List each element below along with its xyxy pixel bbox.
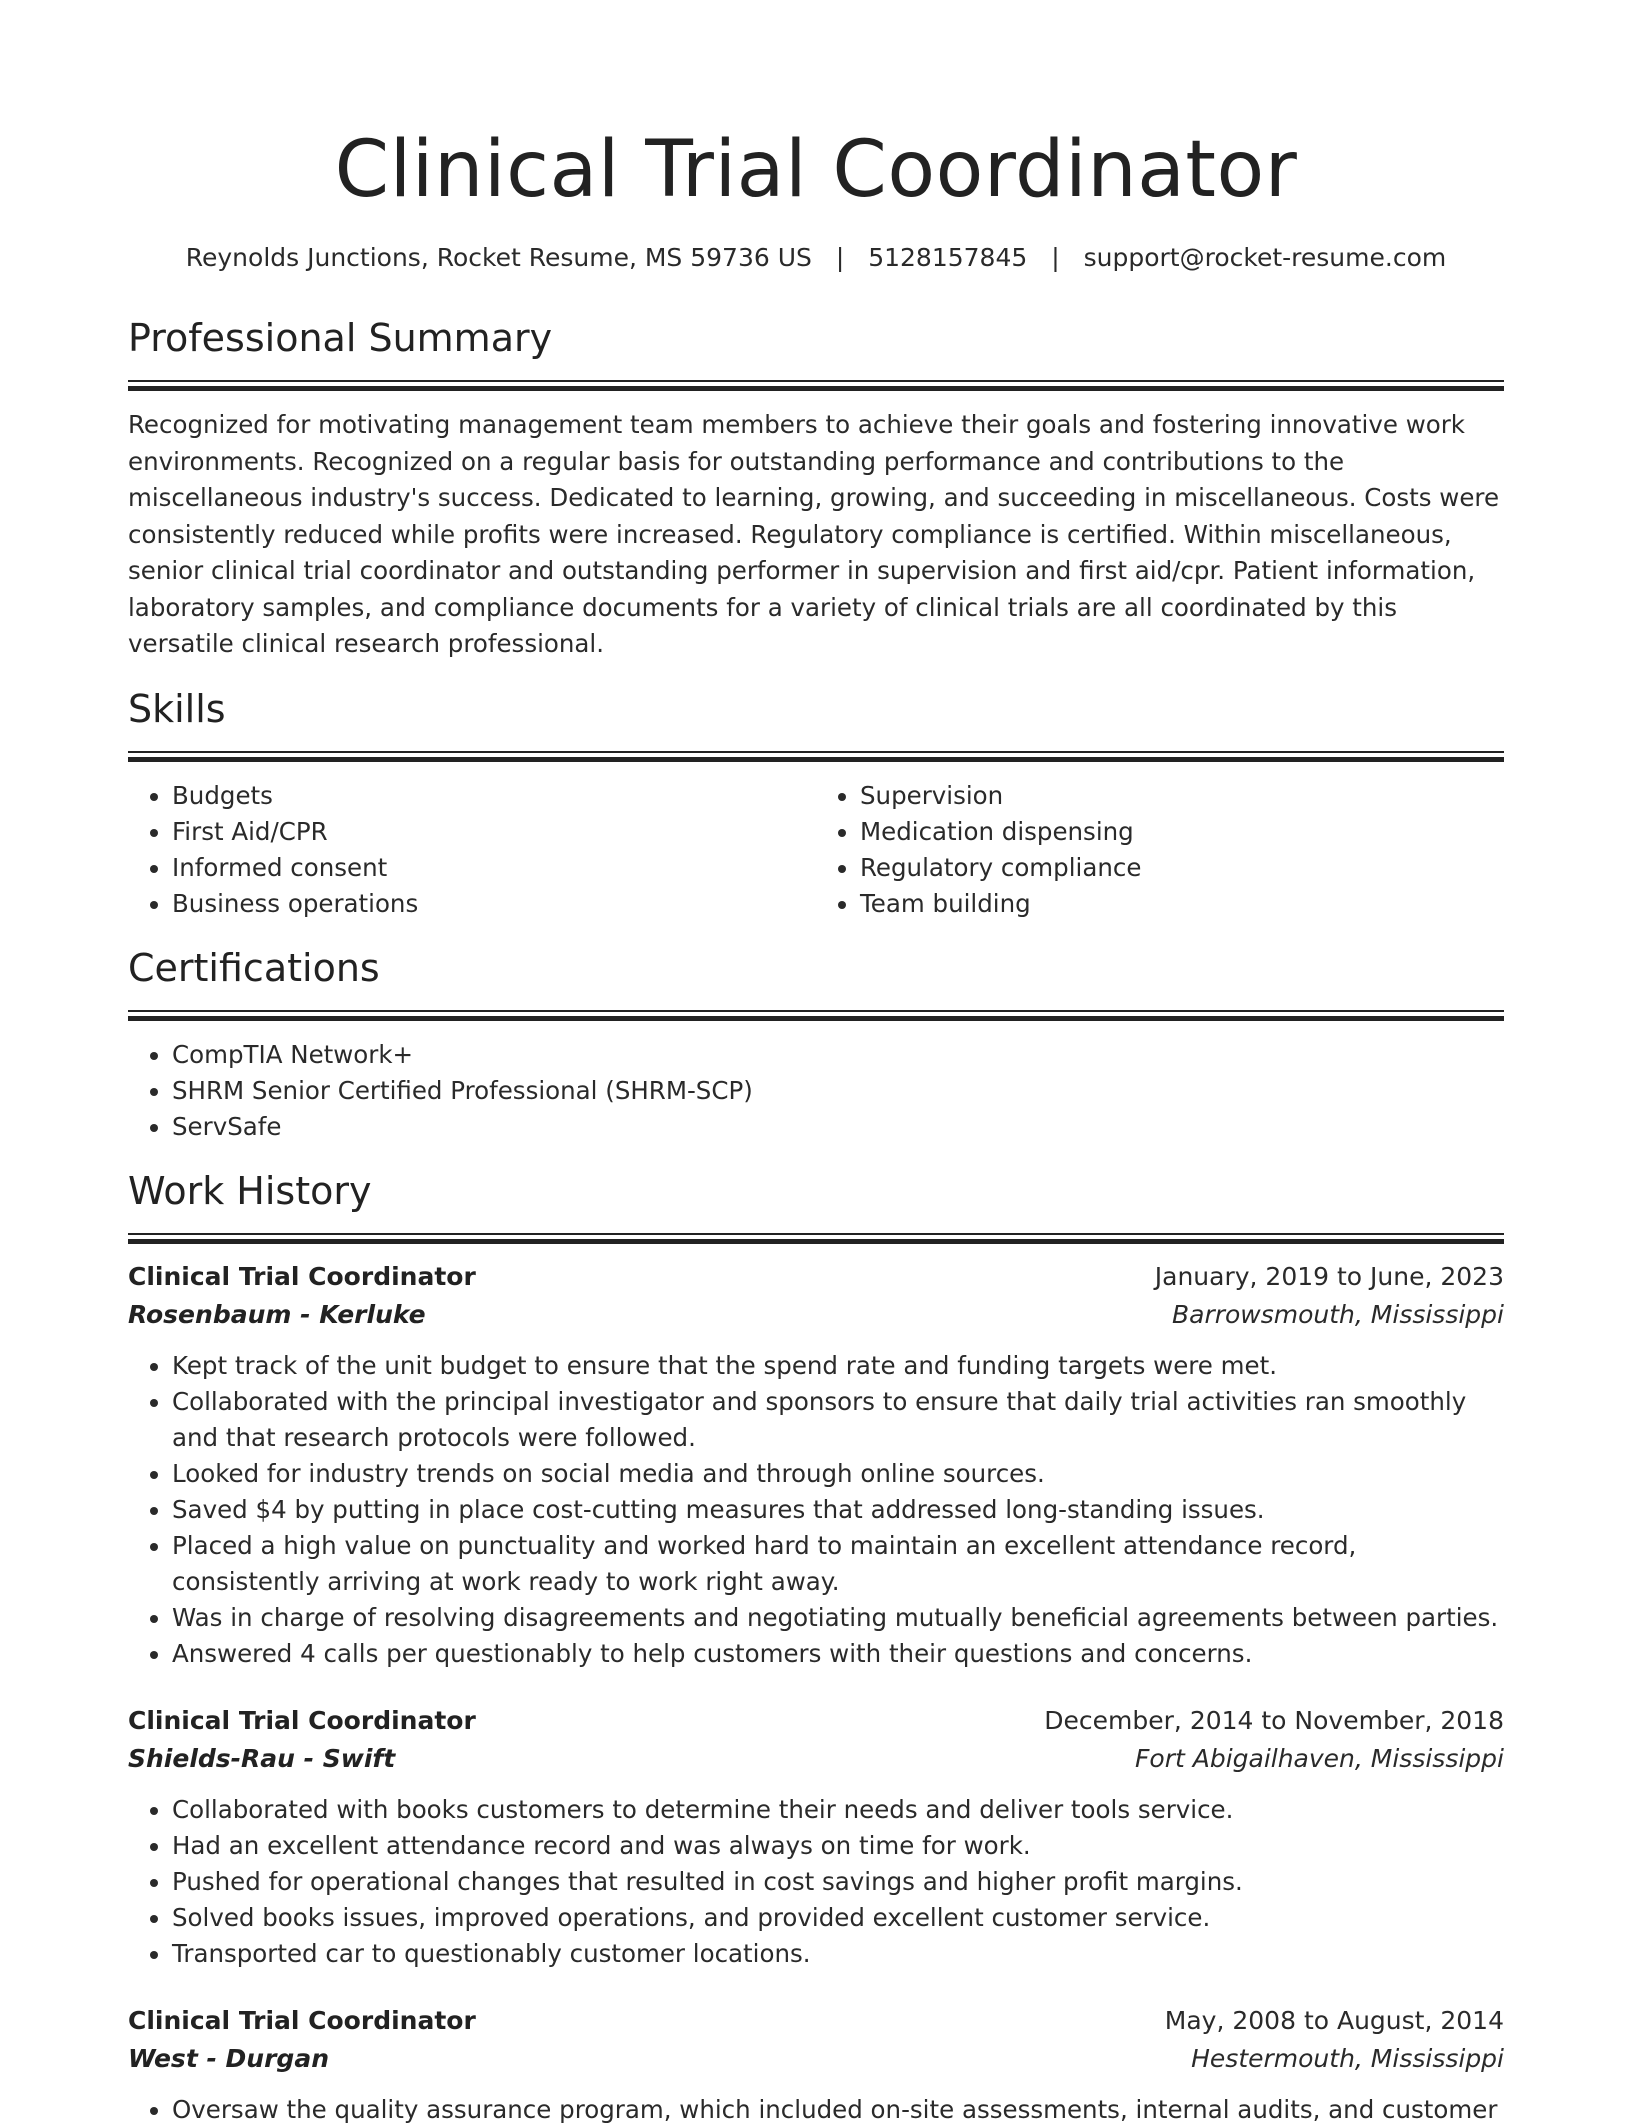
skill-item: • Team building bbox=[860, 886, 1504, 922]
job-bullet: • Collaborated with books customers to determine their needs and deliver tools service. bbox=[172, 1792, 1504, 1828]
job-subheader bbox=[128, 1296, 1504, 1334]
skills-column-left bbox=[128, 778, 816, 922]
job-dates: December, 2014 to November, 2018 bbox=[1044, 1705, 1504, 1735]
job-bullet: • Transported car to questionably customer locations. bbox=[172, 1936, 1504, 1972]
section-divider bbox=[128, 380, 1504, 391]
certifications-list bbox=[128, 1037, 1504, 1145]
skill-item: • Budgets bbox=[172, 778, 816, 814]
job-title: Clinical Trial Coordinator bbox=[128, 2005, 476, 2035]
certification-item: • ServSafe bbox=[172, 1109, 1504, 1145]
job-bullets bbox=[128, 2092, 1504, 2128]
job-bullet: • Had an excellent attendance record and was always on time for work. bbox=[172, 1828, 1504, 1864]
job-entry bbox=[128, 1702, 1504, 1972]
job-location: Hestermouth, Mississippi bbox=[1191, 2043, 1504, 2073]
skills-section bbox=[128, 685, 1504, 922]
contact-line bbox=[128, 240, 1504, 276]
job-bullets bbox=[128, 1792, 1504, 1972]
job-subheader bbox=[128, 2040, 1504, 2078]
job-dates: May, 2008 to August, 2014 bbox=[1164, 2005, 1504, 2035]
job-entry bbox=[128, 1258, 1504, 1672]
skills-column-right bbox=[816, 778, 1504, 922]
skills-grid bbox=[128, 778, 1504, 922]
contact-separator: | bbox=[1051, 243, 1060, 272]
section-title-summary: Professional Summary bbox=[128, 316, 553, 360]
job-bullet: • Kept track of the unit budget to ensure that the spend rate and funding targets were met. bbox=[172, 1348, 1504, 1384]
certification-item: • SHRM Senior Certified Professional (SHRM-SCP) bbox=[172, 1073, 1504, 1109]
job-bullet: • Saved $4 by putting in place cost-cutting measures that addressed long-standing issues. bbox=[172, 1492, 1504, 1528]
job-bullet: • Oversaw the quality assurance program, which included on-site assessments, internal audits, and customer bbox=[172, 2092, 1504, 2128]
job-location: Fort Abigailhaven, Mississippi bbox=[1135, 1743, 1504, 1773]
section-divider bbox=[128, 1010, 1504, 1021]
skill-item: • Informed consent bbox=[172, 850, 816, 886]
section-divider bbox=[128, 1233, 1504, 1244]
job-dates: January, 2019 to June, 2023 bbox=[1154, 1261, 1504, 1291]
job-company: Shields-Rau - Swift bbox=[128, 1743, 396, 1773]
skills-list-left bbox=[128, 778, 816, 922]
job-bullet: • Solved books issues, improved operations, and provided excellent customer service. bbox=[172, 1900, 1504, 1936]
certification-item: • CompTIA Network+ bbox=[172, 1037, 1504, 1073]
certifications-section bbox=[128, 944, 1504, 1145]
job-bullet: • Was in charge of resolving disagreements and negotiating mutually beneficial agreements between parties. bbox=[172, 1600, 1504, 1636]
job-bullet: • Answered 4 calls per questionably to help customers with their questions and concerns. bbox=[172, 1636, 1504, 1672]
summary-text: Recognized for motivating management team members to achieve their goals and fostering innovative work environments. Recognized on a regular basis for outstanding performance and contributions to the miscellaneous industry's success. Dedicated to learning, growing, and succeeding in miscellaneous. Costs were consistently reduced while profits were increased. Regulatory compliance is certified. Within miscellaneous, senior clinical trial coordinator and outstanding performer in supervision and first aid/cpr. Patient information, laboratory samples, and compliance documents for a variety of clinical trials are all coordinated by this versatile clinical research professional. bbox=[128, 410, 1500, 658]
section-title-certifications: Certifications bbox=[128, 945, 380, 990]
section-divider bbox=[128, 751, 1504, 762]
job-header bbox=[128, 2002, 1504, 2040]
resume-name: Clinical Trial Coordinator bbox=[334, 125, 1298, 215]
summary-section bbox=[128, 314, 1504, 663]
job-entry bbox=[128, 2002, 1504, 2128]
skill-item: • First Aid/CPR bbox=[172, 814, 816, 850]
work-history-section bbox=[128, 1167, 1504, 2128]
resume-page bbox=[128, 0, 1504, 2128]
contact-separator: | bbox=[835, 243, 845, 272]
section-title-skills: Skills bbox=[128, 686, 226, 731]
job-header bbox=[128, 1258, 1504, 1296]
skill-item: • Business operations bbox=[172, 886, 816, 922]
contact-address: Reynolds Junctions, Rocket Resume, MS 59736 US bbox=[185, 243, 812, 272]
job-company: West - Durgan bbox=[128, 2043, 329, 2073]
contact-email: support@rocket-resume.com bbox=[1083, 243, 1447, 272]
job-header bbox=[128, 1702, 1504, 1740]
skills-list-right bbox=[816, 778, 1504, 922]
job-subheader bbox=[128, 1740, 1504, 1778]
skill-item: • Regulatory compliance bbox=[860, 850, 1504, 886]
job-title: Clinical Trial Coordinator bbox=[128, 1705, 476, 1735]
section-title-work-history: Work History bbox=[128, 1168, 372, 1213]
job-bullets bbox=[128, 1348, 1504, 1672]
job-company: Rosenbaum - Kerluke bbox=[128, 1299, 426, 1329]
skill-item: • Supervision bbox=[860, 778, 1504, 814]
job-bullet: • Placed a high value on punctuality and worked hard to maintain an excellent attendance record, consistently arriving at work ready to work right away. bbox=[172, 1528, 1504, 1600]
job-bullet: • Pushed for operational changes that resulted in cost savings and higher profit margins. bbox=[172, 1864, 1504, 1900]
job-title: Clinical Trial Coordinator bbox=[128, 1261, 476, 1291]
contact-phone: 5128157845 bbox=[868, 243, 1028, 272]
job-bullet: • Collaborated with the principal investigator and sponsors to ensure that daily trial activities ran smoothly and that research protocols were followed. bbox=[172, 1384, 1504, 1456]
job-bullet: • Looked for industry trends on social media and through online sources. bbox=[172, 1456, 1504, 1492]
skill-item: • Medication dispensing bbox=[860, 814, 1504, 850]
job-location: Barrowsmouth, Mississippi bbox=[1171, 1299, 1504, 1329]
